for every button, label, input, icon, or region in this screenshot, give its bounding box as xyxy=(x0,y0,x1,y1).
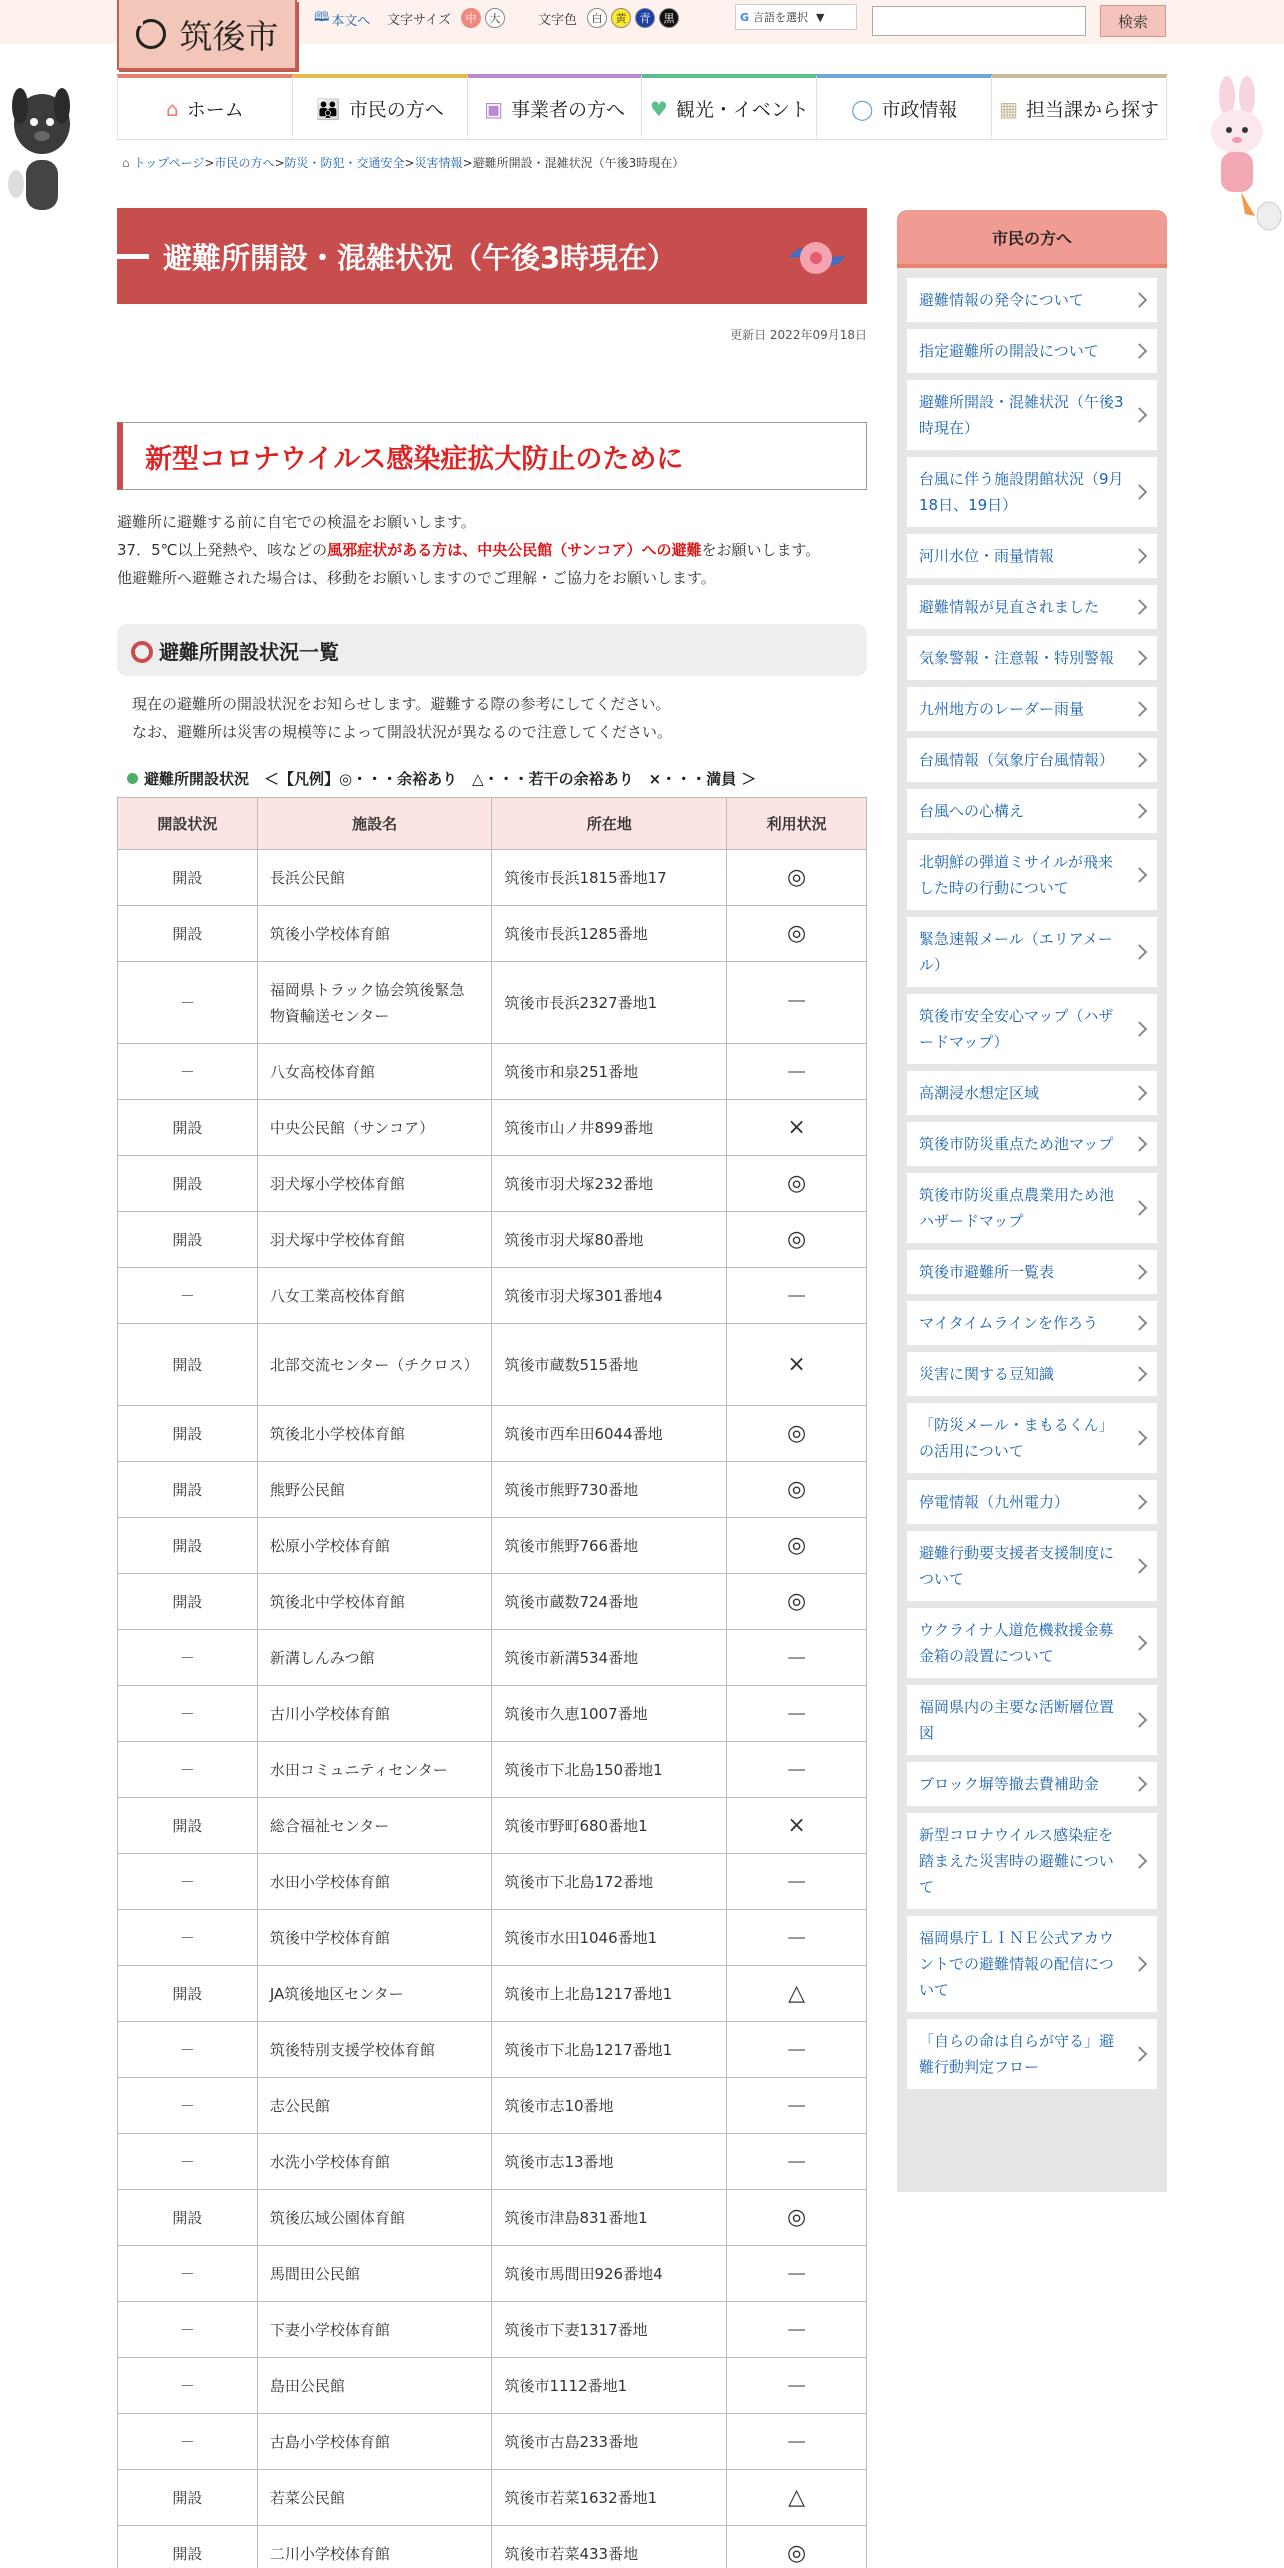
usage-symbol-cell: ◎ xyxy=(727,1212,867,1268)
dropdown-arrow-icon: ▼ xyxy=(816,10,825,24)
notice-line-1: 避難所に避難する前に自宅での検温をお願いします。 xyxy=(117,513,476,531)
table-row xyxy=(118,2246,867,2302)
sidebar-link[interactable]: 「防災メール・まもるくん」の活用について xyxy=(907,1403,1157,1473)
status-cell: 開設 xyxy=(118,2470,258,2526)
usage-symbol-cell: － xyxy=(727,1910,867,1966)
nav-home-label: ホーム xyxy=(186,99,244,121)
address-cell: 筑後市馬間田926番地4 xyxy=(492,2246,727,2302)
covid-alert-heading: 新型コロナウイルス感染症拡大防止のために xyxy=(117,422,867,490)
table-row xyxy=(118,850,867,906)
status-cell: 開設 xyxy=(118,906,258,962)
building-icon: ▦ xyxy=(999,96,1018,121)
usage-symbol-cell: － xyxy=(727,1268,867,1324)
facility-name-cell: 水洗小学校体育館 xyxy=(257,2134,492,2190)
address-cell: 筑後市新溝534番地 xyxy=(492,1630,727,1686)
usage-symbol-cell: － xyxy=(727,962,867,1044)
table-row xyxy=(118,1212,867,1268)
updated-date: 更新日 2022年09月18日 xyxy=(730,328,867,342)
status-cell: 開設 xyxy=(118,1462,258,1518)
page-title: 避難所開設・混雑状況（午後3時現在） xyxy=(163,240,677,275)
facility-name-cell: 福岡県トラック協会筑後緊急物資輸送センター xyxy=(257,962,492,1044)
usage-symbol-cell: － xyxy=(727,1854,867,1910)
header-facility: 施設名 xyxy=(257,798,492,850)
usage-symbol-cell: × xyxy=(727,1100,867,1156)
color-yellow-button[interactable]: 黄 xyxy=(611,8,631,28)
table-row xyxy=(118,1742,867,1798)
nav-home[interactable] xyxy=(117,74,293,140)
sidebar-link[interactable]: 緊急速報メール（エリアメール） xyxy=(907,917,1157,987)
facility-name-cell: 八女高校体育館 xyxy=(257,1044,492,1100)
breadcrumb xyxy=(122,154,684,171)
address-cell: 筑後市志13番地 xyxy=(492,2134,727,2190)
facility-name-cell: 八女工業高校体育館 xyxy=(257,1268,492,1324)
table-row xyxy=(118,1406,867,1462)
usage-symbol-cell: × xyxy=(727,1324,867,1406)
font-size-large-button[interactable]: 大 xyxy=(485,8,505,28)
home-icon: ⌂ xyxy=(166,96,179,121)
status-cell: － xyxy=(118,1630,258,1686)
nav-tourism-label: 観光・イベント xyxy=(675,99,809,121)
facility-name-cell: 筑後北小学校体育館 xyxy=(257,1406,492,1462)
sidebar-link[interactable]: 筑後市安全安心マップ（ハザードマップ） xyxy=(907,994,1157,1064)
status-cell: 開設 xyxy=(118,1798,258,1854)
breadcrumb-disaster-prevention[interactable]: 防災・防犯・交通安全 xyxy=(284,156,405,170)
address-cell: 筑後市1112番地1 xyxy=(492,2358,727,2414)
sidebar-link[interactable]: ブロック塀等撤去費補助金 xyxy=(907,1762,1157,1806)
mascot-left-image xyxy=(6,76,76,226)
address-cell: 筑後市長浜2327番地1 xyxy=(492,962,727,1044)
status-cell: － xyxy=(118,2246,258,2302)
sidebar-link-list xyxy=(897,268,1167,2089)
facility-name-cell: 筑後特別支援学校体育館 xyxy=(257,2022,492,2078)
table-header-row xyxy=(118,798,867,850)
table-row xyxy=(118,1156,867,1212)
skip-link[interactable] xyxy=(314,8,370,30)
status-cell: 開設 xyxy=(118,1212,258,1268)
usage-symbol-cell: － xyxy=(727,2414,867,2470)
site-logo[interactable] xyxy=(117,0,297,70)
sidebar-link[interactable]: 避難情報が見直されました xyxy=(907,585,1157,629)
breadcrumb-current: 避難所開設・混雑状況（午後3時現在） xyxy=(472,156,685,170)
sidebar-link[interactable]: マイタイムラインを作ろう xyxy=(907,1301,1157,1345)
notice-line-2 xyxy=(117,536,867,564)
sidebar-link[interactable]: 台風への心構え xyxy=(907,789,1157,833)
usage-symbol-cell: － xyxy=(727,2302,867,2358)
facility-name-cell: 若菜公民館 xyxy=(257,2470,492,2526)
breadcrumb-citizens[interactable]: 市民の方へ xyxy=(214,156,275,170)
font-size-control xyxy=(387,8,505,28)
usage-symbol-cell: ◎ xyxy=(727,1156,867,1212)
facility-name-cell: 総合福祉センター xyxy=(257,1798,492,1854)
usage-symbol-cell: － xyxy=(727,2134,867,2190)
address-cell: 筑後市長浜1815番地17 xyxy=(492,850,727,906)
sidebar-link[interactable]: 避難行動要支援者支援制度について xyxy=(907,1531,1157,1601)
usage-symbol-cell: － xyxy=(727,1686,867,1742)
mascot-right-image xyxy=(1185,76,1284,236)
address-cell: 筑後市下北島1217番地1 xyxy=(492,2022,727,2078)
status-cell: 開設 xyxy=(118,1966,258,2022)
status-cell: － xyxy=(118,1742,258,1798)
usage-symbol-cell: ◎ xyxy=(727,906,867,962)
notice-line-2-pre: 37．5℃以上発熱や、咳などの xyxy=(117,541,328,559)
facility-name-cell: 長浜公民館 xyxy=(257,850,492,906)
sidebar-link[interactable]: 災害に関する豆知識 xyxy=(907,1352,1157,1396)
address-cell: 筑後市古島233番地 xyxy=(492,2414,727,2470)
status-cell: － xyxy=(118,1044,258,1100)
color-blue-button[interactable]: 青 xyxy=(635,8,655,28)
address-cell: 筑後市志10番地 xyxy=(492,2078,727,2134)
table-row xyxy=(118,2078,867,2134)
table-row xyxy=(118,2134,867,2190)
status-cell: 開設 xyxy=(118,1156,258,1212)
status-cell: － xyxy=(118,2022,258,2078)
status-cell: － xyxy=(118,962,258,1044)
nav-citizens-label: 市民の方へ xyxy=(348,99,444,121)
search-input[interactable] xyxy=(872,6,1086,36)
home-icon: ⌂ xyxy=(122,156,130,170)
sidebar-link[interactable]: 高潮浸水想定区域 xyxy=(907,1071,1157,1115)
color-white-button[interactable]: 白 xyxy=(587,8,607,28)
table-row xyxy=(118,1518,867,1574)
sidebar-link[interactable]: 「自らの命は自らが守る」避難行動判定フロー xyxy=(907,2019,1157,2089)
facility-name-cell: 筑後小学校体育館 xyxy=(257,906,492,962)
nav-tourism[interactable] xyxy=(642,74,817,140)
header-address: 所在地 xyxy=(492,798,727,850)
status-cell: － xyxy=(118,2358,258,2414)
facility-name-cell: 馬間田公民館 xyxy=(257,2246,492,2302)
facility-name-cell: 新溝しんみつ館 xyxy=(257,1630,492,1686)
status-cell: 開設 xyxy=(118,1324,258,1406)
global-nav xyxy=(117,74,1167,140)
address-cell: 筑後市山ノ井899番地 xyxy=(492,1100,727,1156)
sidebar-link[interactable]: 避難情報の発令について xyxy=(907,278,1157,322)
usage-symbol-cell: － xyxy=(727,1742,867,1798)
circle-icon: ◯ xyxy=(851,96,874,121)
table-row xyxy=(118,1044,867,1100)
page-title-banner xyxy=(117,208,867,304)
notice-line-3: 他避難所へ避難された場合は、移動をお願いしますのでご理解・ご協力をお願いします。 xyxy=(117,569,716,587)
facility-name-cell: 水田小学校体育館 xyxy=(257,1854,492,1910)
breadcrumb-separator: > xyxy=(404,156,415,170)
facility-name-cell: 熊野公民館 xyxy=(257,1462,492,1518)
usage-symbol-cell: ◎ xyxy=(727,2190,867,2246)
usage-symbol-cell: － xyxy=(727,2022,867,2078)
search-button[interactable]: 検索 xyxy=(1100,5,1166,37)
facility-name-cell: 二川小学校体育館 xyxy=(257,2526,492,2568)
nav-departments-label: 担当課から探す xyxy=(1026,99,1160,121)
logo-text: 筑後市 xyxy=(179,16,279,56)
usage-symbol-cell: － xyxy=(727,1044,867,1100)
sidebar-link[interactable]: ウクライナ人道危機救援金募金箱の設置について xyxy=(907,1608,1157,1678)
address-cell: 筑後市下北島150番地1 xyxy=(492,1742,727,1798)
status-cell: － xyxy=(118,1268,258,1324)
usage-symbol-cell: － xyxy=(727,1630,867,1686)
sidebar-link[interactable]: 筑後市防災重点ため池マップ xyxy=(907,1122,1157,1166)
nav-citizens[interactable] xyxy=(293,74,468,140)
nav-city-info-label: 市政情報 xyxy=(881,99,958,121)
table-row xyxy=(118,1798,867,1854)
font-size-medium-button[interactable]: 中 xyxy=(461,8,481,28)
address-cell: 筑後市西牟田6044番地 xyxy=(492,1406,727,1462)
table-row xyxy=(118,1462,867,1518)
address-cell: 筑後市久恵1007番地 xyxy=(492,1686,727,1742)
usage-symbol-cell: ◎ xyxy=(727,1518,867,1574)
table-row xyxy=(118,1268,867,1324)
sidebar-link[interactable]: 台風情報（気象庁台風情報） xyxy=(907,738,1157,782)
address-cell: 筑後市蔵数515番地 xyxy=(492,1324,727,1406)
usage-symbol-cell: ◎ xyxy=(727,850,867,906)
address-cell: 筑後市野町680番地1 xyxy=(492,1798,727,1854)
sidebar-link[interactable]: 気象警報・注意報・特別警報 xyxy=(907,636,1157,680)
status-cell: 開設 xyxy=(118,1518,258,1574)
usage-symbol-cell: △ xyxy=(727,1966,867,2022)
address-cell: 筑後市熊野766番地 xyxy=(492,1518,727,1574)
breadcrumb-disaster-info[interactable]: 災害情報 xyxy=(414,156,463,170)
usage-symbol-cell: － xyxy=(727,2358,867,2414)
sidebar-link[interactable]: 九州地方のレーダー雨量 xyxy=(907,687,1157,731)
facility-name-cell: 古川小学校体育館 xyxy=(257,1686,492,1742)
sidebar-link[interactable]: 筑後市避難所一覧表 xyxy=(907,1250,1157,1294)
section-note xyxy=(132,690,862,746)
notice-line-2-post: をお願いします。 xyxy=(701,541,821,559)
status-cell: 開設 xyxy=(118,2190,258,2246)
address-cell: 筑後市津島831番地1 xyxy=(492,2190,727,2246)
nav-business[interactable] xyxy=(468,74,643,140)
sidebar-heading: 市民の方へ xyxy=(897,210,1167,268)
book-icon: 🕮 xyxy=(314,10,330,25)
facility-name-cell: 下妻小学校体育館 xyxy=(257,2302,492,2358)
address-cell: 筑後市下北島172番地 xyxy=(492,1854,727,1910)
facility-name-cell: 筑後北中学校体育館 xyxy=(257,1574,492,1630)
facility-name-cell: JA筑後地区センター xyxy=(257,1966,492,2022)
address-cell: 筑後市羽犬塚232番地 xyxy=(492,1156,727,1212)
table-row xyxy=(118,1574,867,1630)
address-cell: 筑後市羽犬塚301番地4 xyxy=(492,1268,727,1324)
table-row xyxy=(118,1686,867,1742)
facility-name-cell: 筑後広域公園体育館 xyxy=(257,2190,492,2246)
note-line-1: 現在の避難所の開設状況をお知らせします。避難する際の参考にしてください。 xyxy=(132,695,671,713)
usage-symbol-cell: ◎ xyxy=(727,2526,867,2568)
covid-notice xyxy=(117,508,867,592)
table-row xyxy=(118,1324,867,1406)
table-row xyxy=(118,2302,867,2358)
sidebar-link[interactable]: 避難所開設・混雑状況（午後3時現在） xyxy=(907,380,1157,450)
table-row xyxy=(118,1100,867,1156)
sidebar-link[interactable]: 北朝鮮の弾道ミサイルが飛来した時の行動について xyxy=(907,840,1157,910)
sidebar-link[interactable]: 河川水位・雨量情報 xyxy=(907,534,1157,578)
header-usage: 利用状況 xyxy=(727,798,867,850)
table-row xyxy=(118,2022,867,2078)
facility-name-cell: 水田コミュニティセンター xyxy=(257,1742,492,1798)
facility-name-cell: 志公民館 xyxy=(257,2078,492,2134)
address-cell: 筑後市上北島1217番地1 xyxy=(492,1966,727,2022)
table-row xyxy=(118,2358,867,2414)
notice-line-2-emphasis: 風邪症状がある方は、中央公民館（サンコア）への避難 xyxy=(327,541,702,559)
table-row xyxy=(118,2470,867,2526)
language-select-label: 言語を選択 xyxy=(753,11,809,24)
google-icon: G xyxy=(740,10,750,24)
address-cell: 筑後市若菜433番地 xyxy=(492,2526,727,2568)
note-line-2: なお、避難所は災害の規模等によって開設状況が異なるので注意してください。 xyxy=(132,723,673,741)
table-row xyxy=(118,1854,867,1910)
address-cell: 筑後市下妻1317番地 xyxy=(492,2302,727,2358)
table-row xyxy=(118,962,867,1044)
usage-symbol-cell: ◎ xyxy=(727,1574,867,1630)
usage-symbol-cell: ◎ xyxy=(727,1462,867,1518)
status-cell: 開設 xyxy=(118,1100,258,1156)
usage-symbol-cell: △ xyxy=(727,2470,867,2526)
facility-name-cell: 島田公民館 xyxy=(257,2358,492,2414)
logo-mark-icon xyxy=(136,19,166,49)
facility-name-cell: 筑後中学校体育館 xyxy=(257,1910,492,1966)
address-cell: 筑後市蔵数724番地 xyxy=(492,1574,727,1630)
usage-symbol-cell: ◎ xyxy=(727,1406,867,1462)
table-row xyxy=(118,1966,867,2022)
table-row xyxy=(118,1910,867,1966)
sidebar-link[interactable]: 指定避難所の開設について xyxy=(907,329,1157,373)
status-cell: － xyxy=(118,2134,258,2190)
sidebar-link[interactable]: 福岡県内の主要な活断層位置図 xyxy=(907,1685,1157,1755)
address-cell: 筑後市熊野730番地 xyxy=(492,1462,727,1518)
header-status: 開設状況 xyxy=(118,798,258,850)
sidebar-link[interactable]: 福岡県庁ＬＩＮＥ公式アカウントでの避難情報の配信について xyxy=(907,1916,1157,2012)
status-cell: － xyxy=(118,2302,258,2358)
status-cell: － xyxy=(118,1854,258,1910)
sidebar-link[interactable]: 筑後市防災重点農業用ため池ハザードマップ xyxy=(907,1173,1157,1243)
usage-symbol-cell: － xyxy=(727,2246,867,2302)
table-row xyxy=(118,2414,867,2470)
legend-text: 避難所開設状況 ＜【凡例】◎・・・余裕あり △・・・若干の余裕あり ×・・・満員 ＞ xyxy=(144,770,757,788)
table-row xyxy=(118,906,867,962)
breadcrumb-separator: > xyxy=(274,156,285,170)
status-cell: － xyxy=(118,2078,258,2134)
nav-city-info[interactable] xyxy=(817,74,992,140)
table-row xyxy=(118,1630,867,1686)
font-size-label: 文字サイズ xyxy=(387,12,451,28)
address-cell: 筑後市若菜1632番地1 xyxy=(492,2470,727,2526)
sidebar-link[interactable]: 新型コロナウイルス感染症を踏まえた災害時の避難について xyxy=(907,1813,1157,1909)
facility-name-cell: 羽犬塚小学校体育館 xyxy=(257,1156,492,1212)
facility-name-cell: 羽犬塚中学校体育館 xyxy=(257,1212,492,1268)
language-select[interactable] xyxy=(735,4,857,30)
sidebar xyxy=(897,210,1167,2192)
nav-departments[interactable] xyxy=(992,74,1167,140)
facility-name-cell: 古島小学校体育館 xyxy=(257,2414,492,2470)
people-icon: 👪 xyxy=(315,96,341,121)
status-cell: 開設 xyxy=(118,1406,258,1462)
briefcase-icon: ▣ xyxy=(484,96,504,121)
facility-name-cell: 北部交流センター（チクロス） xyxy=(257,1324,492,1406)
status-legend xyxy=(127,768,756,789)
color-black-button[interactable]: 黒 xyxy=(659,8,679,28)
section-heading: 避難所開設状況一覧 xyxy=(117,624,867,676)
skip-to-content-link[interactable]: 本文へ xyxy=(331,13,371,29)
address-cell: 筑後市羽犬塚80番地 xyxy=(492,1212,727,1268)
address-cell: 筑後市水田1046番地1 xyxy=(492,1910,727,1966)
status-cell: 開設 xyxy=(118,2526,258,2568)
shelter-status-table xyxy=(117,797,867,2568)
breadcrumb-top[interactable]: トップページ xyxy=(133,156,205,170)
usage-symbol-cell: × xyxy=(727,1798,867,1854)
sidebar-link[interactable]: 台風に伴う施設閉館状況（9月18日、19日） xyxy=(907,457,1157,527)
breadcrumb-separator: > xyxy=(462,156,473,170)
address-cell: 筑後市長浜1285番地 xyxy=(492,906,727,962)
address-cell: 筑後市和泉251番地 xyxy=(492,1044,727,1100)
facility-name-cell: 中央公民館（サンコア） xyxy=(257,1100,492,1156)
legend-dot-icon xyxy=(127,773,138,784)
text-color-control xyxy=(538,8,679,28)
flower-icon xyxy=(785,236,847,280)
breadcrumb-separator: > xyxy=(204,156,215,170)
status-cell: － xyxy=(118,2414,258,2470)
heart-icon: ♥ xyxy=(649,96,668,121)
table-row xyxy=(118,2526,867,2568)
text-color-label: 文字色 xyxy=(538,12,578,28)
usage-symbol-cell: － xyxy=(727,2078,867,2134)
table-row xyxy=(118,2190,867,2246)
status-cell: 開設 xyxy=(118,1574,258,1630)
facility-name-cell: 松原小学校体育館 xyxy=(257,1518,492,1574)
status-cell: － xyxy=(118,1910,258,1966)
sidebar-link[interactable]: 停電情報（九州電力） xyxy=(907,1480,1157,1524)
nav-business-label: 事業者の方へ xyxy=(511,99,626,121)
status-cell: － xyxy=(118,1686,258,1742)
status-cell: 開設 xyxy=(118,850,258,906)
